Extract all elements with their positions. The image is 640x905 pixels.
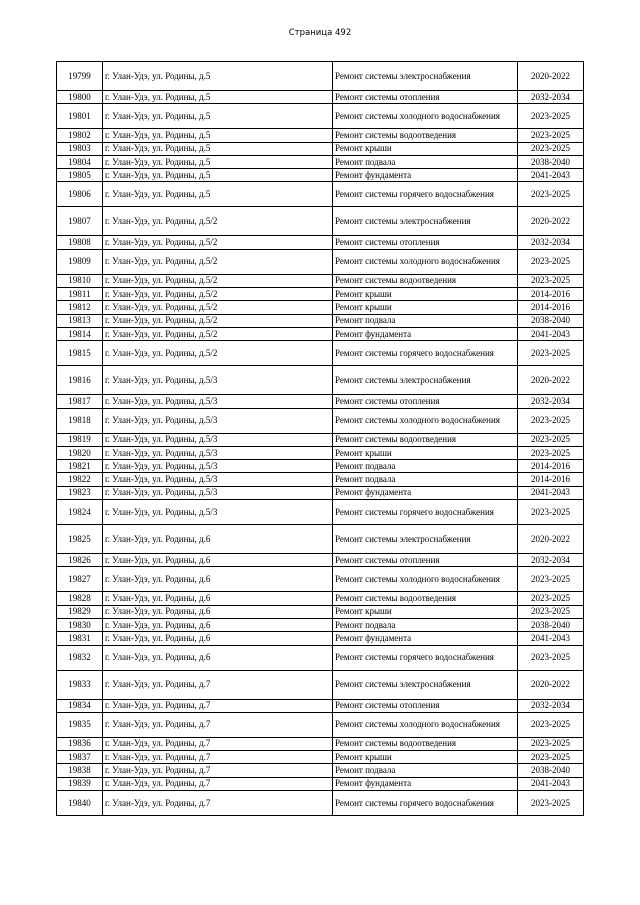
work-type-cell: Ремонт системы отопления [333,554,518,567]
work-type-cell: Ремонт фундамента [333,486,518,499]
address-cell: г. Улан-Удэ, ул. Родины, д.5/2 [103,314,333,327]
row-number-cell: 19827 [57,567,103,592]
table-row [57,236,584,249]
address-cell: г. Улан-Удэ, ул. Родины, д.5 [103,169,333,182]
table-row [57,592,584,605]
work-type-cell: Ремонт системы электроснабжения [333,670,518,699]
period-cell: 2038-2040 [518,618,584,631]
row-number-cell: 19807 [57,207,103,236]
work-type-cell: Ремонт фундамента [333,169,518,182]
row-number-cell: 19839 [57,777,103,790]
table-row [57,142,584,155]
work-type-cell: Ремонт системы горячего водоснабжения [333,791,518,816]
work-type-cell: Ремонт крыши [333,288,518,301]
table-body [57,62,584,816]
table-row [57,791,584,816]
address-cell: г. Улан-Удэ, ул. Родины, д.5/3 [103,395,333,408]
address-cell: г. Улан-Удэ, ул. Родины, д.6 [103,605,333,618]
table-row [57,737,584,750]
work-type-cell: Ремонт фундамента [333,327,518,340]
work-type-cell: Ремонт системы электроснабжения [333,207,518,236]
table-row [57,62,584,91]
address-cell: г. Улан-Удэ, ул. Родины, д.7 [103,712,333,737]
row-number-cell: 19816 [57,366,103,395]
row-number-cell: 19806 [57,182,103,207]
row-number-cell: 19803 [57,142,103,155]
address-cell: г. Улан-Удэ, ул. Родины, д.5/2 [103,207,333,236]
table-row [57,486,584,499]
address-cell: г. Улан-Удэ, ул. Родины, д.5/3 [103,460,333,473]
period-cell: 2041-2043 [518,632,584,645]
address-cell: г. Улан-Удэ, ул. Родины, д.5 [103,62,333,91]
address-cell: г. Улан-Удэ, ул. Родины, д.5 [103,104,333,129]
work-type-cell: Ремонт системы отопления [333,91,518,104]
address-cell: г. Улан-Удэ, ул. Родины, д.7 [103,670,333,699]
row-number-cell: 19840 [57,791,103,816]
work-type-cell: Ремонт системы горячего водоснабжения [333,182,518,207]
table-row [57,777,584,790]
table-row [57,605,584,618]
row-number-cell: 19808 [57,236,103,249]
table-row [57,366,584,395]
work-type-cell: Ремонт системы водоотведения [333,737,518,750]
address-cell: г. Улан-Удэ, ул. Родины, д.5/2 [103,327,333,340]
row-number-cell: 19805 [57,169,103,182]
table-row [57,327,584,340]
work-type-cell: Ремонт системы холодного водоснабжения [333,567,518,592]
period-cell: 2032-2034 [518,91,584,104]
address-cell: г. Улан-Удэ, ул. Родины, д.5/3 [103,446,333,459]
page-number: Страница 492 [288,28,352,38]
period-cell: 2023-2025 [518,737,584,750]
row-number-cell: 19801 [57,104,103,129]
row-number-cell: 19800 [57,91,103,104]
row-number-cell: 19836 [57,737,103,750]
address-cell: г. Улан-Удэ, ул. Родины, д.5 [103,142,333,155]
period-cell: 2023-2025 [518,446,584,459]
table-row [57,249,584,274]
period-cell: 2032-2034 [518,395,584,408]
row-number-cell: 19826 [57,554,103,567]
row-number-cell: 19838 [57,764,103,777]
work-type-cell: Ремонт крыши [333,605,518,618]
row-number-cell: 19804 [57,155,103,168]
row-number-cell: 19837 [57,751,103,764]
row-number-cell: 19815 [57,341,103,366]
row-number-cell: 19828 [57,592,103,605]
period-cell: 2038-2040 [518,764,584,777]
table-row [57,91,584,104]
address-cell: г. Улан-Удэ, ул. Родины, д.6 [103,525,333,554]
table-row [57,670,584,699]
table-row [57,446,584,459]
table-row [57,699,584,712]
address-cell: г. Улан-Удэ, ул. Родины, д.5/2 [103,288,333,301]
address-cell: г. Улан-Удэ, ул. Родины, д.6 [103,632,333,645]
work-type-cell: Ремонт крыши [333,446,518,459]
period-cell: 2014-2016 [518,460,584,473]
table-row [57,129,584,142]
period-cell: 2023-2025 [518,791,584,816]
address-cell: г. Улан-Удэ, ул. Родины, д.5 [103,91,333,104]
address-cell: г. Улан-Удэ, ул. Родины, д.7 [103,791,333,816]
row-number-cell: 19819 [57,433,103,446]
row-number-cell: 19802 [57,129,103,142]
row-number-cell: 19829 [57,605,103,618]
work-type-cell: Ремонт системы водоотведения [333,274,518,287]
work-type-cell: Ремонт системы холодного водоснабжения [333,408,518,433]
table-row [57,525,584,554]
row-number-cell: 19812 [57,301,103,314]
table-row [57,460,584,473]
row-number-cell: 19810 [57,274,103,287]
address-cell: г. Улан-Удэ, ул. Родины, д.5/3 [103,486,333,499]
address-cell: г. Улан-Удэ, ул. Родины, д.7 [103,751,333,764]
period-cell: 2020-2022 [518,62,584,91]
work-type-cell: Ремонт подвала [333,155,518,168]
work-type-cell: Ремонт системы холодного водоснабжения [333,104,518,129]
period-cell: 2041-2043 [518,169,584,182]
row-number-cell: 19818 [57,408,103,433]
period-cell: 2020-2022 [518,670,584,699]
period-cell: 2014-2016 [518,473,584,486]
work-type-cell: Ремонт системы водоотведения [333,433,518,446]
table-row [57,182,584,207]
address-cell: г. Улан-Удэ, ул. Родины, д.5/2 [103,301,333,314]
work-type-cell: Ремонт системы отопления [333,699,518,712]
address-cell: г. Улан-Удэ, ул. Родины, д.5/3 [103,408,333,433]
work-type-cell: Ремонт системы водоотведения [333,592,518,605]
address-cell: г. Улан-Удэ, ул. Родины, д.7 [103,764,333,777]
period-cell: 2041-2043 [518,327,584,340]
address-cell: г. Улан-Удэ, ул. Родины, д.5/3 [103,500,333,525]
work-type-cell: Ремонт подвала [333,618,518,631]
table-row [57,155,584,168]
address-cell: г. Улан-Удэ, ул. Родины, д.6 [103,645,333,670]
table-row [57,314,584,327]
table-row [57,169,584,182]
table-row [57,554,584,567]
row-number-cell: 19833 [57,670,103,699]
table-row [57,751,584,764]
address-cell: г. Улан-Удэ, ул. Родины, д.5/2 [103,274,333,287]
table-row [57,433,584,446]
work-type-cell: Ремонт системы водоотведения [333,129,518,142]
period-cell: 2020-2022 [518,207,584,236]
work-type-cell: Ремонт крыши [333,301,518,314]
period-cell: 2023-2025 [518,104,584,129]
period-cell: 2032-2034 [518,236,584,249]
work-type-cell: Ремонт системы электроснабжения [333,525,518,554]
table-row [57,274,584,287]
work-type-cell: Ремонт подвала [333,764,518,777]
work-type-cell: Ремонт системы горячего водоснабжения [333,645,518,670]
table-row [57,567,584,592]
table-row [57,408,584,433]
row-number-cell: 19835 [57,712,103,737]
period-cell: 2041-2043 [518,486,584,499]
period-cell: 2023-2025 [518,592,584,605]
address-cell: г. Улан-Удэ, ул. Родины, д.7 [103,737,333,750]
period-cell: 2020-2022 [518,366,584,395]
row-number-cell: 19821 [57,460,103,473]
period-cell: 2023-2025 [518,274,584,287]
address-cell: г. Улан-Удэ, ул. Родины, д.6 [103,592,333,605]
work-type-cell: Ремонт системы электроснабжения [333,366,518,395]
row-number-cell: 19832 [57,645,103,670]
work-type-cell: Ремонт подвала [333,473,518,486]
work-type-cell: Ремонт подвала [333,460,518,473]
table-row [57,341,584,366]
row-number-cell: 19811 [57,288,103,301]
address-cell: г. Улан-Удэ, ул. Родины, д.5/3 [103,433,333,446]
table-row [57,301,584,314]
work-type-cell: Ремонт системы электроснабжения [333,62,518,91]
period-cell: 2038-2040 [518,314,584,327]
period-cell: 2023-2025 [518,567,584,592]
address-cell: г. Улан-Удэ, ул. Родины, д.7 [103,699,333,712]
period-cell: 2032-2034 [518,554,584,567]
period-cell: 2023-2025 [518,142,584,155]
address-cell: г. Улан-Удэ, ул. Родины, д.5/3 [103,366,333,395]
address-cell: г. Улан-Удэ, ул. Родины, д.5 [103,155,333,168]
period-cell: 2023-2025 [518,605,584,618]
table-row [57,618,584,631]
work-type-cell: Ремонт системы холодного водоснабжения [333,249,518,274]
row-number-cell: 19813 [57,314,103,327]
address-cell: г. Улан-Удэ, ул. Родины, д.5 [103,182,333,207]
row-number-cell: 19822 [57,473,103,486]
work-type-cell: Ремонт системы горячего водоснабжения [333,341,518,366]
table-row [57,764,584,777]
period-cell: 2023-2025 [518,408,584,433]
address-cell: г. Улан-Удэ, ул. Родины, д.6 [103,567,333,592]
work-type-cell: Ремонт фундамента [333,632,518,645]
table-row [57,207,584,236]
work-type-cell: Ремонт фундамента [333,777,518,790]
table-row [57,632,584,645]
address-cell: г. Улан-Удэ, ул. Родины, д.6 [103,618,333,631]
address-cell: г. Улан-Удэ, ул. Родины, д.5 [103,129,333,142]
period-cell: 2032-2034 [518,699,584,712]
row-number-cell: 19825 [57,525,103,554]
period-cell: 2023-2025 [518,645,584,670]
work-type-cell: Ремонт системы холодного водоснабжения [333,712,518,737]
period-cell: 2023-2025 [518,129,584,142]
work-type-cell: Ремонт системы отопления [333,395,518,408]
repair-schedule-table [56,61,584,816]
period-cell: 2041-2043 [518,777,584,790]
table-row [57,500,584,525]
work-type-cell: Ремонт крыши [333,142,518,155]
address-cell: г. Улан-Удэ, ул. Родины, д.5/2 [103,236,333,249]
row-number-cell: 19824 [57,500,103,525]
address-cell: г. Улан-Удэ, ул. Родины, д.5/3 [103,473,333,486]
table-row [57,473,584,486]
work-type-cell: Ремонт подвала [333,314,518,327]
period-cell: 2023-2025 [518,712,584,737]
table-row [57,712,584,737]
row-number-cell: 19831 [57,632,103,645]
period-cell: 2023-2025 [518,249,584,274]
row-number-cell: 19820 [57,446,103,459]
row-number-cell: 19823 [57,486,103,499]
work-type-cell: Ремонт системы горячего водоснабжения [333,500,518,525]
period-cell: 2014-2016 [518,301,584,314]
period-cell: 2020-2022 [518,525,584,554]
address-cell: г. Улан-Удэ, ул. Родины, д.5/2 [103,341,333,366]
period-cell: 2014-2016 [518,288,584,301]
address-cell: г. Улан-Удэ, ул. Родины, д.7 [103,777,333,790]
row-number-cell: 19809 [57,249,103,274]
work-type-cell: Ремонт системы отопления [333,236,518,249]
work-type-cell: Ремонт крыши [333,751,518,764]
address-cell: г. Улан-Удэ, ул. Родины, д.6 [103,554,333,567]
period-cell: 2023-2025 [518,751,584,764]
table-row [57,288,584,301]
period-cell: 2038-2040 [518,155,584,168]
period-cell: 2023-2025 [518,341,584,366]
table-row [57,395,584,408]
period-cell: 2023-2025 [518,433,584,446]
address-cell: г. Улан-Удэ, ул. Родины, д.5/2 [103,249,333,274]
period-cell: 2023-2025 [518,182,584,207]
row-number-cell: 19799 [57,62,103,91]
row-number-cell: 19814 [57,327,103,340]
period-cell: 2023-2025 [518,500,584,525]
table-row [57,645,584,670]
table-row [57,104,584,129]
row-number-cell: 19830 [57,618,103,631]
row-number-cell: 19817 [57,395,103,408]
row-number-cell: 19834 [57,699,103,712]
